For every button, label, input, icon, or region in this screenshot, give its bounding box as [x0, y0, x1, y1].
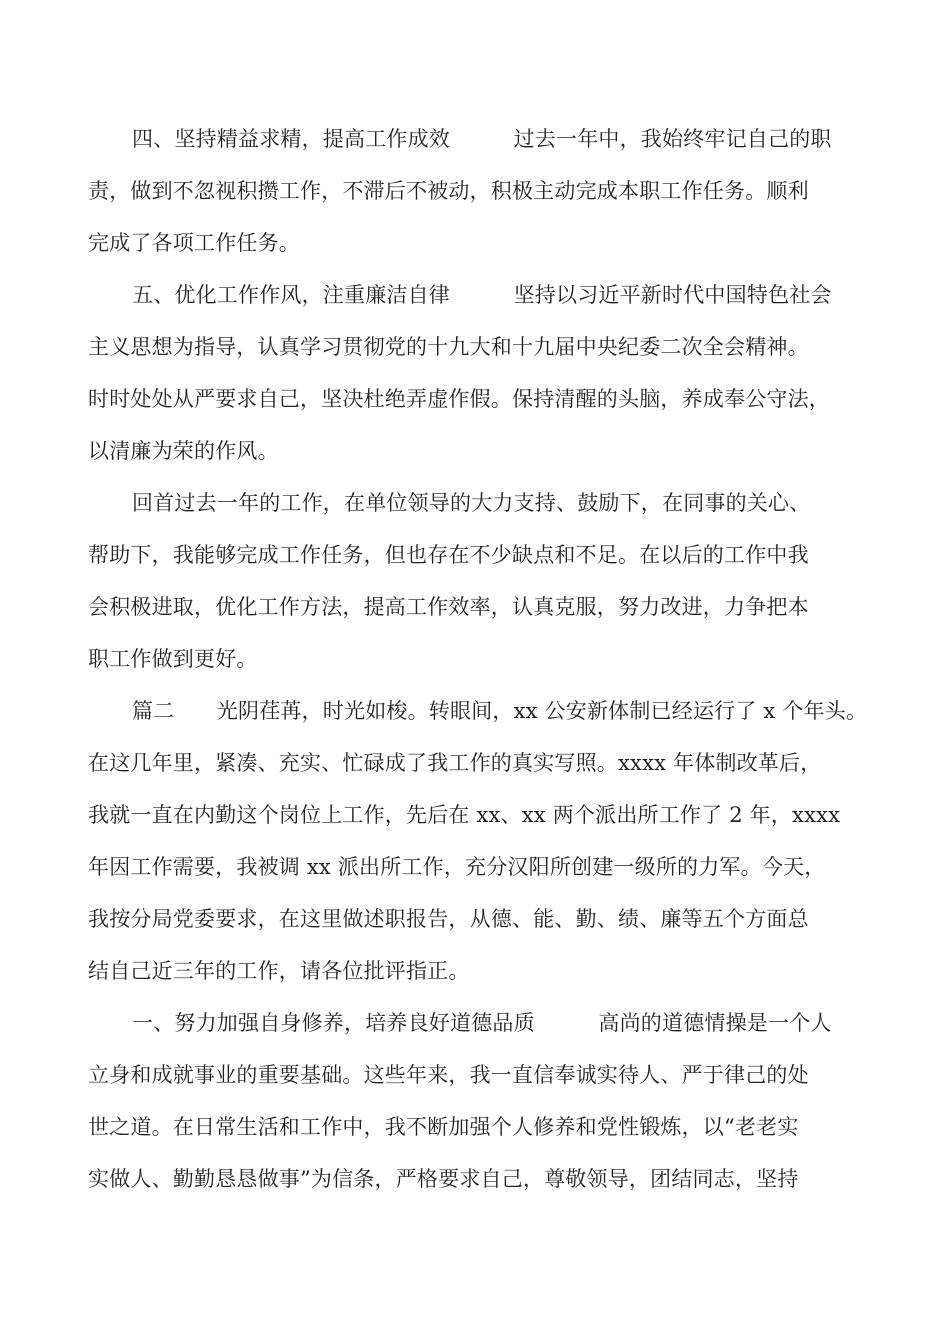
text-line: 结自己近三年的工作，请各位批评指正。 [88, 959, 470, 983]
text-line: 回首过去一年的工作，在单位领导的大力支持、鼓励下，在同事的关心、 [132, 491, 811, 515]
text-line: 一、努力加强自身修养，培养良好道德品质 高尚的道德情操是一个人 [132, 1011, 832, 1035]
text-line: 立身和成就事业的重要基础。这些年来，我一直信奉诚实待人、严于律己的处 [88, 1063, 809, 1087]
text-line: 时时处处从严要求自己，坚决杜绝弄虚作假。保持清醒的头脑，养成奉公守法， [88, 387, 830, 411]
text-line: 我就一直在内勤这个岗位上工作，先后在 xx、xx 两个派出所工作了 2 年，xxxx [88, 803, 841, 827]
text-line: 世之道。在日常生活和工作中，我不断加强个人修养和党性锻炼，以“老老实 [88, 1115, 799, 1139]
text-line: 帮助下，我能够完成工作任务，但也存在不少缺点和不足。在以后的工作中我 [88, 543, 809, 567]
text-line: 四、坚持精益求精，提高工作成效 过去一年中，我始终牢记自己的职 [132, 127, 832, 151]
text-line: 以清廉为荣的作风。 [88, 439, 279, 463]
text-line: 五、优化工作作风，注重廉洁自律 坚持以习近平新时代中国特色社会 [132, 283, 832, 307]
text-line: 实做人、勤勤恳恳做事”为信条，严格要求自己，尊敬领导，团结同志，坚持 [88, 1167, 799, 1191]
text-line: 主义思想为指导，认真学习贯彻党的十九大和十九届中央纪委二次全会精神。 [88, 335, 809, 359]
text-line: 会积极进取，优化工作方法，提高工作效率，认真克服，努力改进，力争把本 [88, 595, 809, 619]
text-line: 我按分局党委要求，在这里做述职报告，从德、能、勤、绩、廉等五个方面总 [88, 907, 809, 931]
text-line: 在这几年里，紧凑、充实、忙碌成了我工作的真实写照。xxxx 年体制改革后， [88, 751, 822, 775]
text-line: 年因工作需要，我被调 xx 派出所工作，充分汉阳所创建一级所的力军。今天， [88, 855, 826, 879]
text-line: 职工作做到更好。 [88, 647, 258, 671]
text-line: 篇二 光阴荏苒，时光如梭。转眼间，xx 公安新体制已经运行了 x 个年头。 [132, 699, 868, 723]
text-line: 责，做到不忽视积攒工作，不滞后不被动，积极主动完成本职工作任务。顺利 [88, 179, 809, 203]
text-line: 完成了各项工作任务。 [88, 231, 300, 255]
